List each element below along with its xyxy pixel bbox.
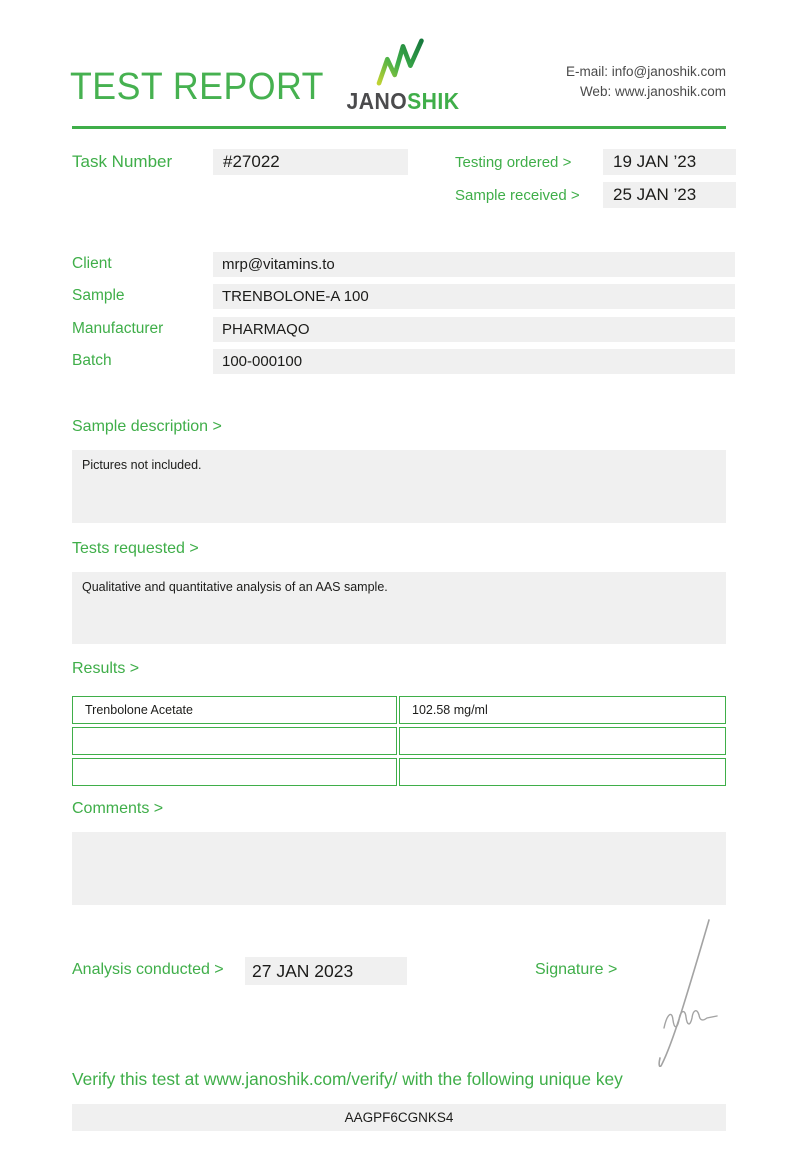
results-heading: Results > xyxy=(72,660,140,677)
verify-instruction: Verify this test at www.janoshik.com/verify/ with the following unique key xyxy=(72,1069,623,1089)
header-divider xyxy=(72,126,726,129)
signature-image xyxy=(633,912,723,1067)
client-value: mrp@vitamins.to xyxy=(213,252,735,277)
sample-received-label: Sample received > xyxy=(455,187,580,204)
results-table xyxy=(72,696,726,789)
page-title: TEST REPORT xyxy=(70,66,324,108)
contact-info xyxy=(566,62,726,103)
contact-email: E-mail: info@janoshik.com xyxy=(565,64,726,79)
sample-description-box: Pictures not included. xyxy=(72,450,726,523)
table-row xyxy=(72,696,726,724)
analysis-conducted-label: Analysis conducted > xyxy=(72,961,224,978)
logo-text-primary: JANO xyxy=(346,88,408,114)
table-row xyxy=(72,758,726,786)
result-substance-cell: Trenbolone Acetate xyxy=(72,696,397,724)
task-number-label: Task Number xyxy=(72,152,173,171)
result-substance-cell xyxy=(72,758,397,786)
result-value-cell xyxy=(399,727,726,755)
logo-text-secondary: SHIK xyxy=(407,88,460,114)
tests-requested-box: Qualitative and quantitative analysis of an AAS sample. xyxy=(72,572,726,644)
comments-heading: Comments > xyxy=(72,800,164,817)
analysis-date: 27 JAN 2023 xyxy=(245,957,407,985)
sample-received-date: 25 JAN ’23 xyxy=(603,182,736,208)
company-logo xyxy=(335,38,471,115)
sample-label: Sample xyxy=(72,287,125,304)
sample-value: TRENBOLONE-A 100 xyxy=(213,284,735,309)
verify-key: AAGPF6CGNKS4 xyxy=(72,1104,726,1131)
task-number-value: #27022 xyxy=(213,149,408,175)
result-substance-cell xyxy=(72,727,397,755)
client-label: Client xyxy=(72,255,112,272)
sample-description-heading: Sample description > xyxy=(72,418,222,435)
signature-label: Signature > xyxy=(535,961,618,978)
comments-box xyxy=(72,832,726,905)
tests-requested-heading: Tests requested > xyxy=(72,540,199,557)
result-value-cell: 102.58 mg/ml xyxy=(399,696,726,724)
result-value-cell xyxy=(399,758,726,786)
testing-ordered-date: 19 JAN ’23 xyxy=(603,149,736,175)
logo-chart-icon xyxy=(374,38,432,86)
contact-web: Web: www.janoshik.com xyxy=(579,84,726,100)
batch-value: 100-000100 xyxy=(213,349,735,374)
logo-wordmark xyxy=(340,88,465,115)
manufacturer-value: PHARMAQO xyxy=(213,317,735,342)
manufacturer-label: Manufacturer xyxy=(72,320,164,337)
testing-ordered-label: Testing ordered > xyxy=(455,154,572,171)
table-row xyxy=(72,727,726,755)
batch-label: Batch xyxy=(72,352,112,369)
